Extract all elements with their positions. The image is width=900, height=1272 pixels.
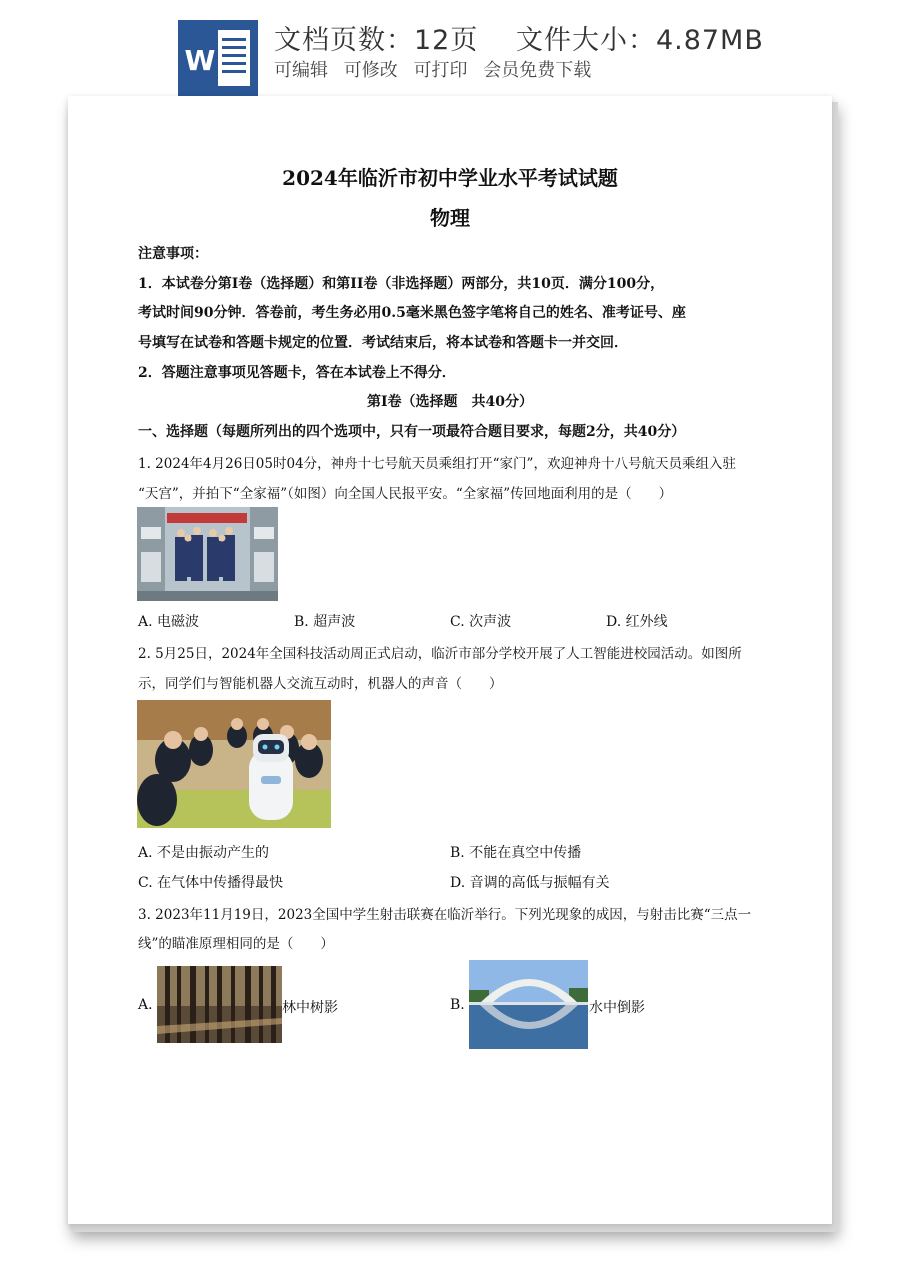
q1-space-station-photo xyxy=(137,507,278,601)
feature-printable: 可打印 xyxy=(413,60,468,81)
q1-option-c: C. 次声波 xyxy=(450,614,512,630)
part-heading: 第I卷（选择题 共40分） xyxy=(366,394,534,410)
word-doc-icon xyxy=(178,20,258,96)
q1-line-1: 1. 2024年4月26日05时04分，神舟十七号航天员乘组打开“家门”，欢迎神舟十八号航天员乘组入驻 xyxy=(138,456,736,472)
q1-option-b: B. 超声波 xyxy=(294,614,356,630)
doc-subject: 物理 xyxy=(430,206,470,230)
q3-option-b-letter: B. xyxy=(450,997,465,1013)
q3-bridge-reflection-photo xyxy=(469,960,588,1049)
q3-line-1: 3. 2023年11月19日，2023全国中学生射击联赛在临沂举行。下列光现象的成因，与射击比赛“三点一 xyxy=(138,907,752,923)
feature-member-download[interactable]: 会员免费下载 xyxy=(483,60,592,81)
section-heading: 一、选择题（每题所列出的四个选项中，只有一项最符合题目要求，每题2分，共40分） xyxy=(138,424,686,440)
q2-option-c: C. 在气体中传播得最快 xyxy=(138,875,284,891)
feature-editable: 可编辑 xyxy=(274,60,328,81)
notice-line-2: 2．答题注意事项见答题卡，答在本试卷上不得分． xyxy=(138,365,456,381)
q1-line-2: “天宫”，并拍下“全家福”（如图）向全国人民报平安。“全家福”传回地面利用的是（ ） xyxy=(138,486,673,502)
notice-line-1c: 号填写在试卷和答题卡规定的位置．考试结束后，将本试卷和答题卡一并交回． xyxy=(138,335,628,351)
q3-line-2: 线”的瞄准原理相同的是（ ） xyxy=(138,936,334,952)
doc-title: 2024年临沂市初中学业水平考试试题 xyxy=(282,166,618,190)
q3-forest-shadow-photo xyxy=(157,966,282,1043)
q1-option-a: A. 电磁波 xyxy=(138,614,200,630)
banner-features xyxy=(274,56,601,82)
q1-option-d: D. 红外线 xyxy=(606,614,668,630)
feature-modifiable: 可修改 xyxy=(343,60,398,81)
download-banner xyxy=(0,0,900,96)
svg-text:W: W xyxy=(184,44,216,77)
q3-option-a-letter: A. xyxy=(138,997,153,1013)
banner-title: 文档页数：12页 文件大小：4.87MB xyxy=(274,25,764,56)
notice-line-1b: 考试时间90分钟．答卷前，考生务必用0.5毫米黑色签字笔将自己的姓名、准考证号、座 xyxy=(138,305,686,321)
q2-line-2: 示，同学们与智能机器人交流互动时，机器人的声音（ ） xyxy=(138,676,503,692)
q2-option-b: B. 不能在真空中传播 xyxy=(450,845,582,861)
document-page xyxy=(68,96,832,1224)
q3-option-a-text: 林中树影 xyxy=(282,1000,338,1016)
notice-heading: 注意事项： xyxy=(138,246,208,262)
q3-option-b-text: 水中倒影 xyxy=(589,1000,645,1016)
notice-line-1a: 1．本试卷分第I卷（选择题）和第II卷（非选择题）两部分，共10页．满分100分， xyxy=(138,276,665,292)
q2-option-a: A. 不是由振动产生的 xyxy=(138,845,270,861)
q2-robot-classroom-photo xyxy=(137,700,331,828)
q2-option-d: D. 音调的高低与振幅有关 xyxy=(450,875,610,891)
q2-line-1: 2. 5月25日，2024年全国科技活动周正式启动，临沂市部分学校开展了人工智能进校园活动。如图所 xyxy=(138,646,742,662)
